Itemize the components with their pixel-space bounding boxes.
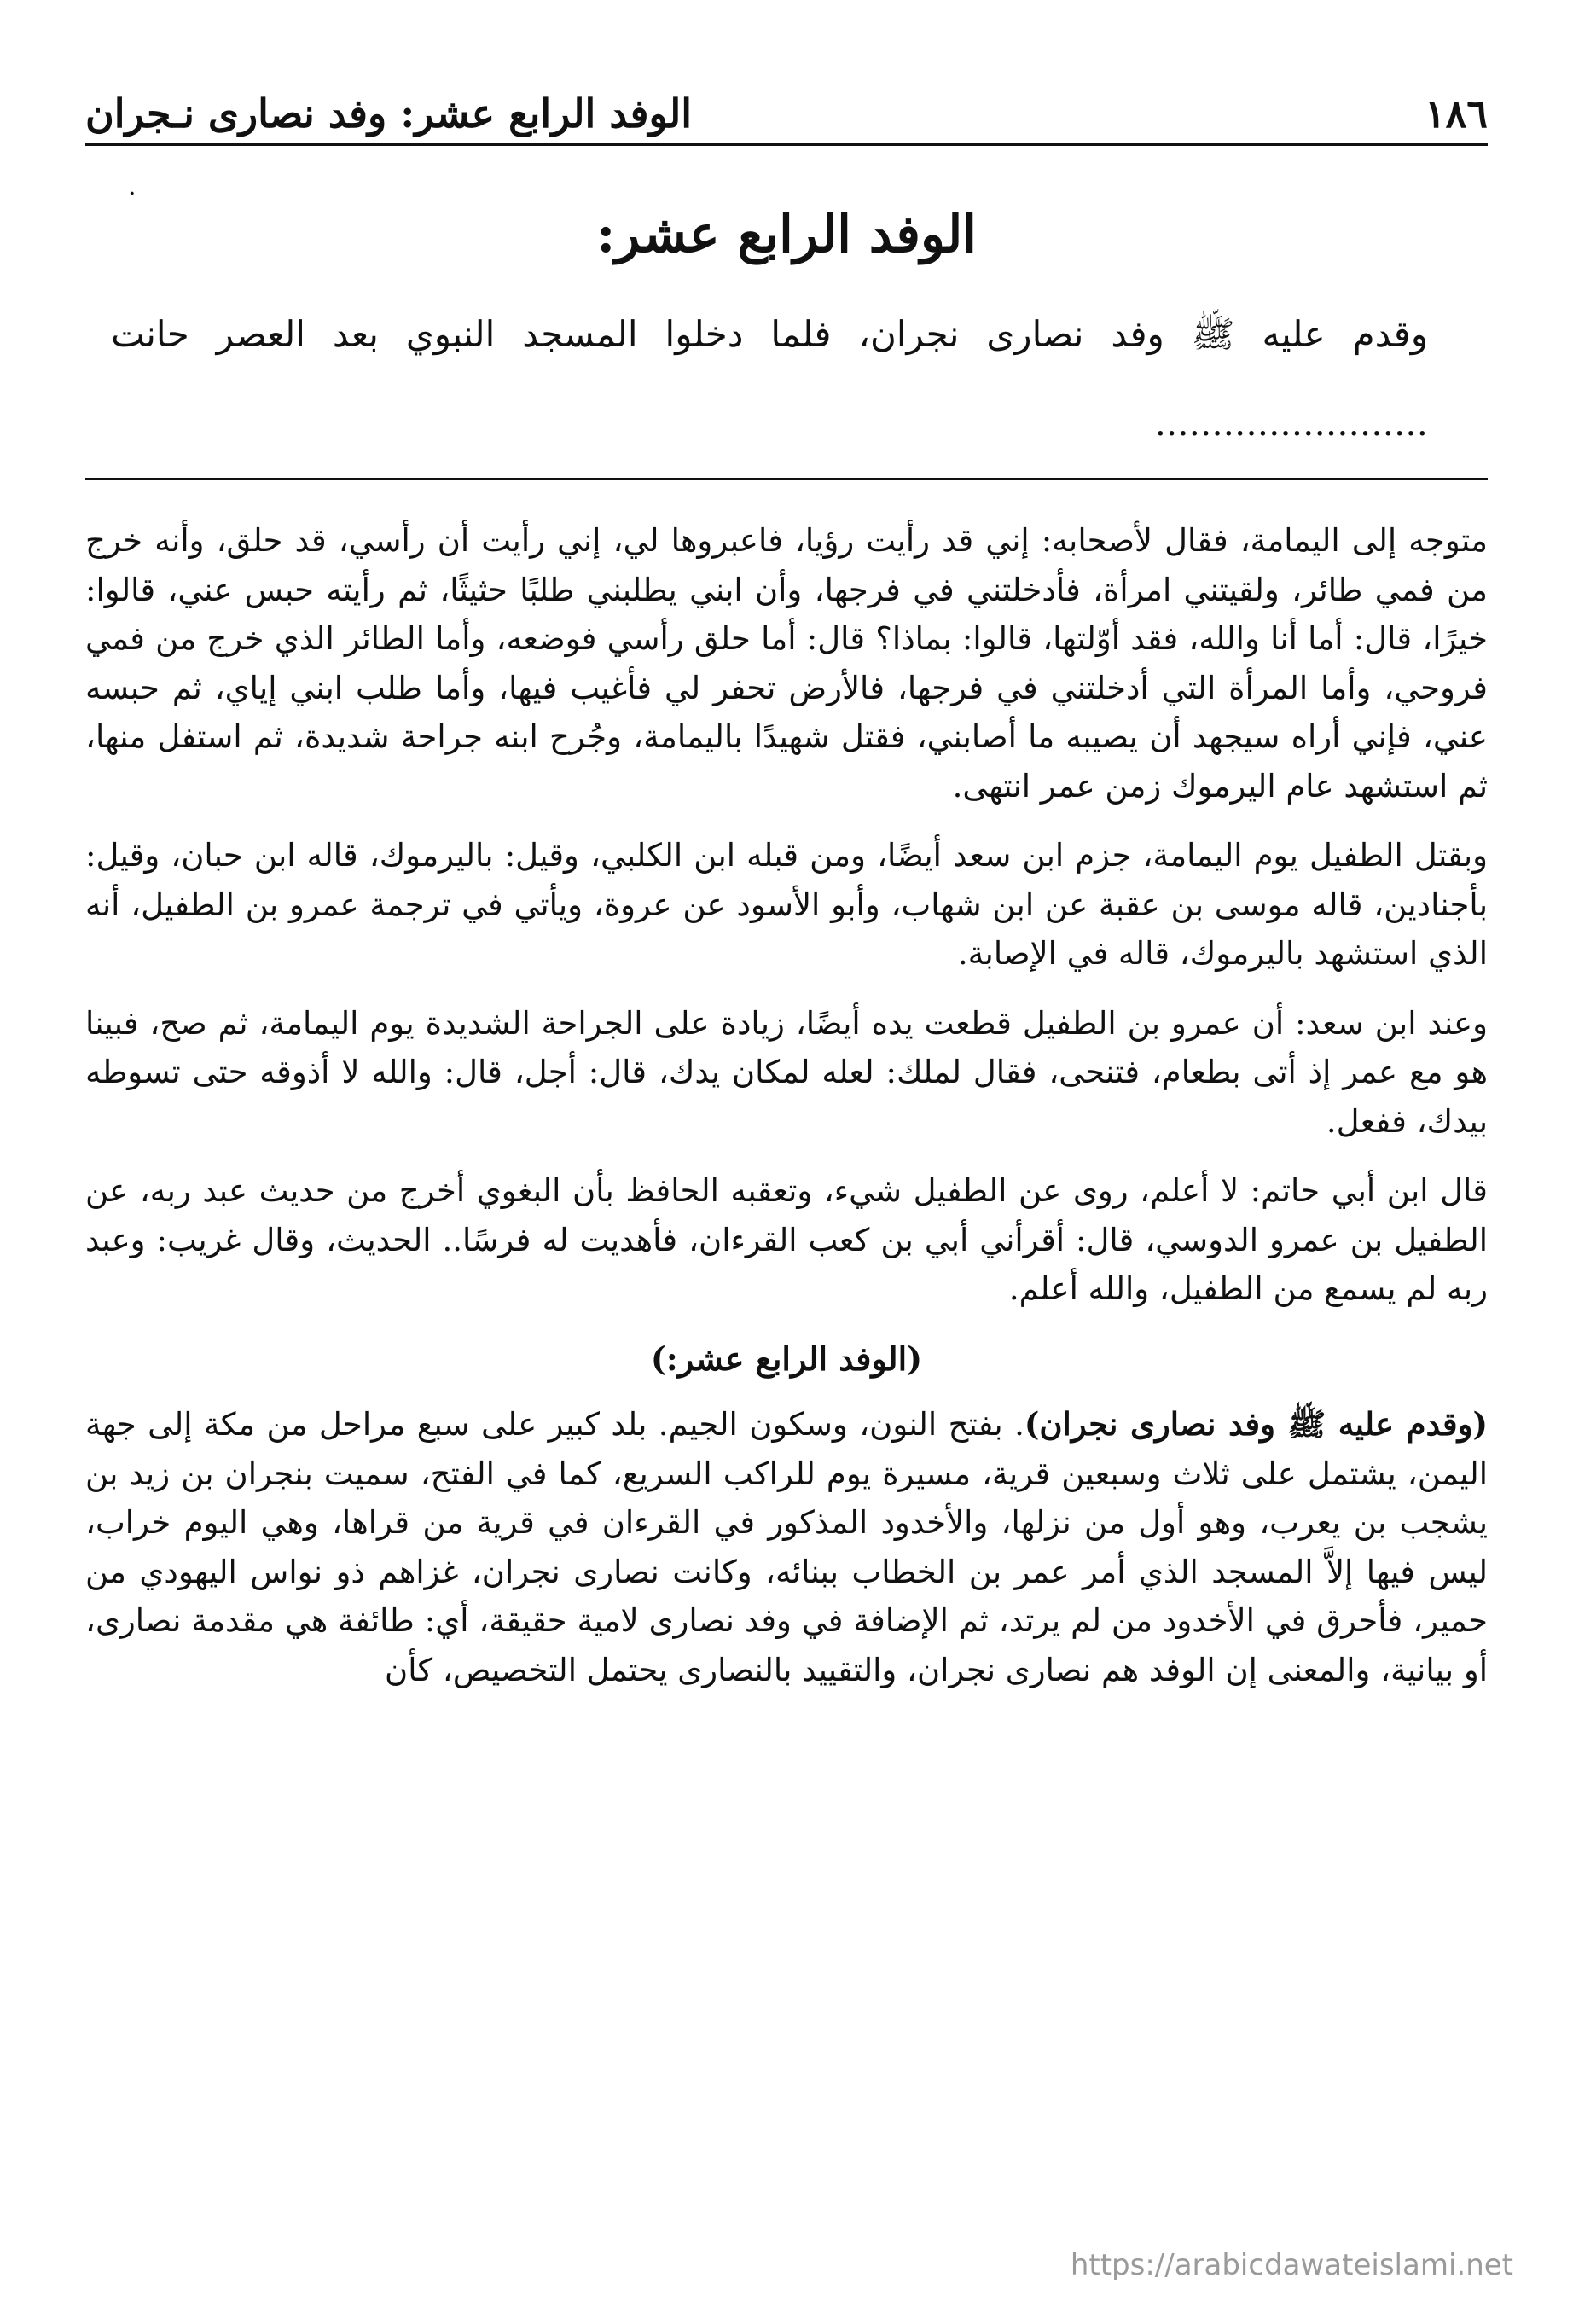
commentary-paragraph-2: وبقتل الطفيل يوم اليمامة، جزم ابن سعد أيضًا، ومن قبله ابن الكلبي، وقيل: باليرموك، قاله ابن حبان، وقيل: بأجنادين، قاله موسى بن عقبة عن ابن شهاب، وأبو الأسود عن عروة، ويأتي في ترجمة عمرو بن الطفيل، أنه الذي استشهد باليرموك، قاله في الإصابة. — [85, 837, 1488, 972]
header-rule — [85, 143, 1488, 146]
commentary-paragraph-3: وعند ابن سعد: أن عمرو بن الطفيل قطعت يده أيضًا، زيادة على الجراحة الشديدة يوم اليمامة، ثم صح، فبينا هو مع عمر إذ أتى بطعام، فتنحى، فقال لملك: لعله لمكان يدك، قال: أجل، قال: والله لا أذوقه حتى تسوطه بيدك، ففعل. — [85, 1004, 1488, 1140]
running-title: الوفد الرابع عشر: وفد نصارى نـجران — [85, 90, 693, 137]
commentary-sub-heading: (الوفد الرابع عشر:) — [650, 1339, 923, 1378]
commentary — [85, 516, 1488, 1715]
watermark-url: https://arabicdawateislami.net — [1070, 2248, 1513, 2282]
commentary-paragraph-5 — [85, 1400, 1488, 1694]
commentary-paragraph-4: قال ابن أبي حاتم: لا أعلم، روى عن الطفيل شيء، وتعقبه الحافظ بأن البغوي أخرج من حديث عبد ربه، عن الطفيل بن عمرو الدوسي، قال: أقرأني أبي بن كعب القرءان، فأهديت له فرسًا.. الحديث، وقال غريب: وعبد ربه لم يسمع من الطفيل، والله أعلم. — [85, 1172, 1488, 1307]
dot-mark: · — [128, 179, 136, 209]
matn-text: وقدم عليه ﷺ وفد نصارى نجران، فلما دخلوا المسجد النبوي بعد العصر حانت ........................ — [111, 313, 1428, 444]
commentary-lead: (وقدم عليه ﷺ وفد نصارى نجران) — [1024, 1405, 1488, 1443]
running-header — [85, 77, 1488, 137]
matn-title: الوفد الرابع عشر: — [596, 205, 977, 264]
commentary-final-text: . بفتح النون، وسكون الجيم. بلد كبير على سبع مراحل من مكة إلى جهة اليمن، يشتمل على ثلاث وسبعين قرية، مسيرة يوم للراكب السريع، كما في الفتح، سميت بنجران بن زيد بن يشجب بن يعرب، وهو أول من نزلها، والأخدود المذكور في القرءان في قرية من قراها، وهي اليوم خراب، ليس فيها إلاَّ المسجد الذي أمر عمر بن الخطاب ببنائه، وكانت نصارى نجران، غزاهم ذو نواس اليهودي من حمير، فأحرق في الأخدود من لم يرتد، ثم الإضافة في وفد نصارى لامية حقيقة، أي: طائفة هي مقدمة نصارى، أو بيانية، والمعنى إن الوفد هم نصارى نجران، والتقييد بالنصارى يحتمل التخصيص، كأن — [85, 1406, 1488, 1688]
page-number: ١٨٦ — [1424, 90, 1488, 137]
separator-rule — [85, 478, 1488, 480]
commentary-paragraph-1: متوجه إلى اليمامة، فقال لأصحابه: إني قد رأيت رؤيا، فاعبروها لي، إني رأيت أن رأسي، قد حلق، وأنه خرج من فمي طائر، ولقيتني امرأة، فأدخلتني في فرجها، وأن ابني يطلبني طلبًا حثيثًا، ثم رأيته حبس عني، قالوا: خيرًا، قال: أما أنا والله، فقد أوّلتها، قالوا: بماذا؟ قال: أما حلق رأسي فوضعه، وأما الطائر الذي خرج من فمي فروحي، وأما المرأة التي أدخلتني في فرجها، فالأرض تحفر لي فأغيب فيها، وأما طلب ابني إياي، ثم حبسه عني، فإني أراه سيجهد أن يصيبه ما أصابني، فقتل شهيدًا باليمامة، وجُرح ابنه جراحة شديدة، ثم استفل منها، ثم استشهد عام اليرموك زمن عمر انتهى. — [85, 522, 1488, 805]
